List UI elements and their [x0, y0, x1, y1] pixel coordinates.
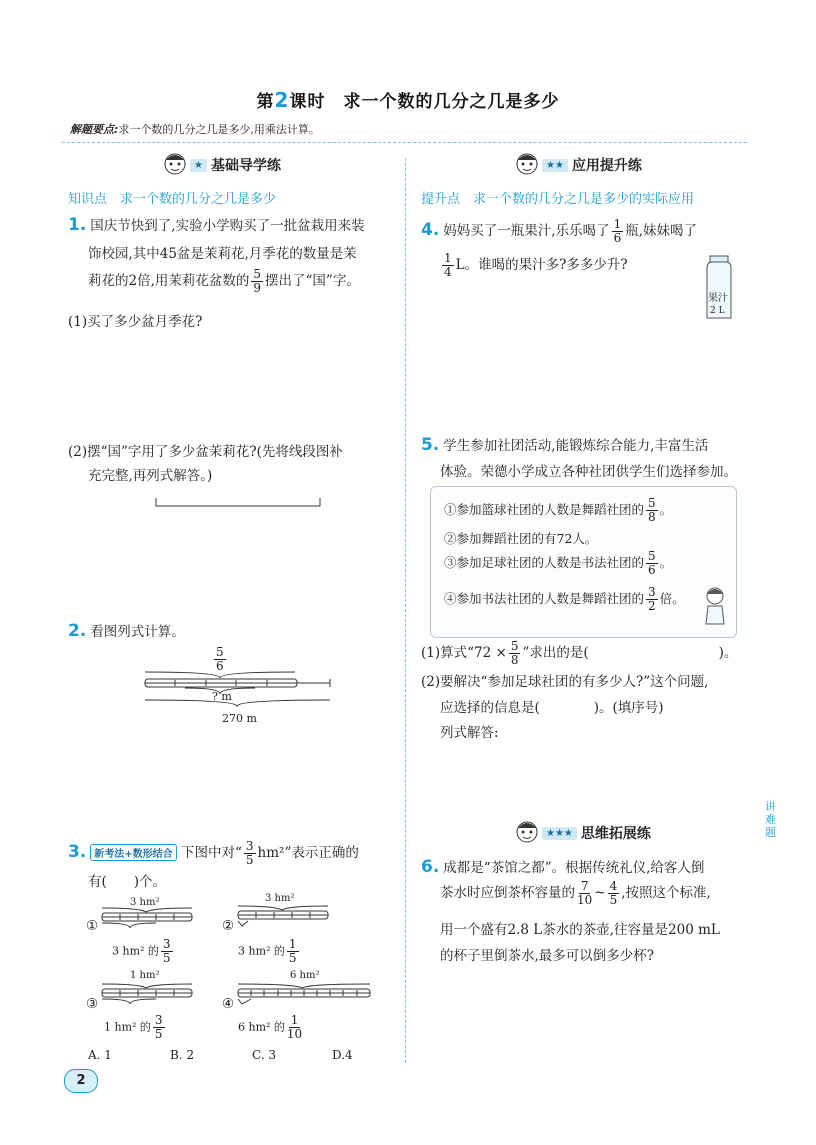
section-header-extend: ★★★ 思维拓展练: [512, 818, 651, 848]
q6-line2: 茶水时应倒茶杯容量的 $\frac{7}{10}$ ~ $\frac{4}{5}$ ,按照这个标准,: [440, 879, 711, 907]
choice-c: C. 3: [252, 1048, 277, 1062]
q3-line1: 3. 新考法+数形结合 下图中对“ $\frac{3}{5}$ hm²”表示正确的: [68, 839, 359, 867]
q6-line3: 用一个盛有2.8 L茶水的茶壶,往容量是200 mL: [440, 922, 720, 938]
q2-text: 2. 看图列式计算。: [68, 621, 185, 641]
character-icon: [698, 582, 732, 626]
info-3: ③参加足球社团的人数是书法社团的 $\frac{5}{6}$ 。: [444, 549, 673, 577]
d3-bar: [100, 982, 198, 1008]
choice-a: A. 1: [88, 1048, 112, 1062]
knowledge-point: 知识点 求一个数的几分之几是多少: [68, 192, 277, 207]
d1-top: 3 hm²: [130, 897, 160, 908]
info-1: ①参加篮球社团的人数是舞蹈社团的 $\frac{5}{8}$ 。: [444, 496, 673, 524]
mascot-icon: [160, 150, 190, 180]
explain-tag[interactable]: 讲难题: [765, 800, 776, 839]
star-badge: ★★★: [542, 827, 577, 840]
d4-top: 6 hm²: [290, 970, 320, 981]
q5-part2b: 应选择的信息是( )。(填序号): [440, 700, 664, 716]
bottle-label: 果汁: [708, 293, 728, 304]
section-header-basic: ★ 基础导学练: [160, 150, 281, 180]
mascot-icon: [512, 150, 542, 180]
tip: 解题要点:求一个数的几分之几是多少,用乘法计算。: [70, 123, 320, 136]
star-badge: ★: [190, 159, 207, 172]
page-title: 第2课时 求一个数的几分之几是多少: [256, 88, 560, 112]
d2-bar: [236, 904, 332, 930]
q1-line3: 莉花的2倍,用茉莉花盆数的 $\frac{5}{9}$ 摆出了“国”字。: [88, 267, 360, 295]
info-4: ④参加书法社团的人数是舞蹈社团的 $\frac{3}{2}$ 倍。: [444, 585, 685, 613]
q3-line2: 有( )个。: [88, 874, 167, 890]
choice-b: B. 2: [170, 1048, 195, 1062]
divider: [62, 142, 747, 143]
d1-index: ①: [86, 918, 99, 934]
q5-part2c: 列式解答:: [440, 725, 499, 741]
q1-line2: 饰校园,其中45盆是茉莉花,月季花的数量是茉: [88, 246, 357, 262]
q1-part2b: 充完整,再列式解答。): [88, 468, 213, 484]
d2-label: 3 hm² 的 $\frac{1}{5}$: [238, 937, 297, 965]
d2-top: 3 hm²: [265, 893, 295, 904]
q5-line1: 5. 学生参加社团活动,能锻炼综合能力,丰富生活: [421, 435, 709, 455]
q4-line2: $\frac{1}{4}$ L。谁喝的果汁多?多多少升?: [444, 251, 628, 279]
choice-d: D.4: [332, 1048, 353, 1062]
q6-line1: 6. 成都是“茶馆之都”。根据传统礼仪,给客人倒: [421, 857, 705, 877]
d1-label: 3 hm² 的 $\frac{3}{5}$: [112, 937, 171, 965]
section-header-apply: ★★ 应用提升练: [512, 150, 642, 180]
d1-bar: [100, 906, 198, 932]
q1-part1: (1)买了多少盆月季花?: [68, 314, 203, 330]
q2-total: 270 m: [222, 712, 257, 725]
d3-label: 1 hm² 的 $\frac{3}{5}$: [104, 1013, 163, 1041]
info-2: ②参加舞蹈社团的有72人。: [444, 531, 598, 546]
q5-line2: 体验。荣德小学成立各种社团供学生们选择参加。: [440, 464, 737, 480]
bottle-volume: 2 L: [710, 306, 725, 316]
star-badge: ★★: [542, 159, 568, 172]
d4-bar: [236, 982, 376, 1008]
q1-line1: 1. 国庆节快到了,实验小学购买了一批盆栽用来装: [68, 215, 365, 235]
q1-part2: (2)摆“国”字用了多少盆茉莉花?(先将线段图补: [68, 444, 343, 460]
d2-index: ②: [222, 918, 235, 934]
mascot-icon: [512, 818, 542, 848]
q2-fraction: $\frac{5}{6}$: [216, 645, 224, 673]
improve-point: 提升点 求一个数的几分之几是多少的实际应用: [421, 192, 695, 207]
q6-line4: 的杯子里倒茶水,最多可以倒多少杯?: [440, 948, 655, 964]
q2-diagram: [140, 670, 335, 710]
line-segment-diagram: [150, 496, 325, 512]
q4-line1: 4. 妈妈买了一瓶果汁,乐乐喝了 $\frac{1}{6}$ 瓶,妹妹喝了: [421, 217, 698, 245]
page-number: 2: [64, 1069, 98, 1093]
column-divider: [405, 158, 406, 1063]
q5-part2: (2)要解决“参加足球社团的有多少人?”这个问题,: [421, 674, 709, 690]
q2-unknown: ? m: [212, 690, 232, 703]
d3-index: ③: [86, 996, 99, 1012]
d3-top: 1 hm²: [130, 970, 160, 981]
d4-index: ④: [222, 996, 235, 1012]
new-exam-badge: 新考法+数形结合: [90, 844, 176, 861]
d4-label: 6 hm² 的 $\frac{1}{10}$: [238, 1013, 303, 1041]
q5-part1: (1)算式“72 × $\frac{5}{8}$ ”求出的是( )。: [421, 639, 738, 667]
